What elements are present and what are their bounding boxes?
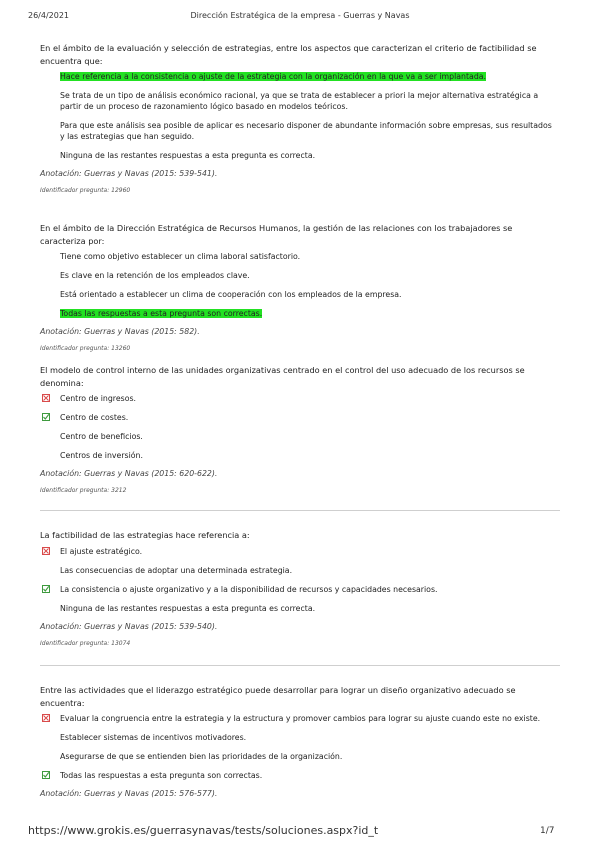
answer-option <box>40 546 555 557</box>
answer-text: Es clave en la retención de los empleados clave. <box>60 271 250 280</box>
check-box-icon <box>42 771 50 779</box>
answer-option <box>40 270 555 281</box>
question-block <box>40 364 555 494</box>
answer-text: Está orientado a establecer un clima de cooperación con los empleados de la empresa. <box>60 290 402 299</box>
separator <box>40 665 560 666</box>
answer-text: Todas las respuestas a esta pregunta son correctas. <box>60 771 263 780</box>
answer-text: Asegurarse de que se entienden bien las prioridades de la organización. <box>60 752 343 761</box>
answer-option <box>40 584 555 595</box>
page-footer <box>0 824 600 848</box>
page-header <box>0 11 600 25</box>
question-block <box>40 529 555 647</box>
answer-text: Para que este análisis sea posible de aplicar es necesario disponer de abundante información sobre empresas, sus resultados y las estrategias que han seguido. <box>60 121 552 141</box>
annotation: Anotación: Guerras y Navas (2015: 576-577). <box>40 789 218 798</box>
answer-option <box>40 71 555 82</box>
question-text: Entre las actividades que el liderazgo estratégico puede desarrollar para lograr un diseño organizativo adecuado se encuentra: <box>40 685 516 708</box>
print-date: 26/4/2021 <box>28 11 70 20</box>
question-id: Identificador pregunta: 12960 <box>40 187 131 194</box>
annotation: Anotación: Guerras y Navas (2015: 539-540). <box>40 621 218 631</box>
answer-text-highlighted: Hace referencia a la consistencia o ajuste de la estrategia con la organización en la que va a ser implantada. <box>60 72 487 81</box>
answer-option <box>40 751 555 762</box>
answer-text: Centros de inversión. <box>60 451 143 460</box>
cross-box-icon <box>42 547 50 555</box>
answer-option <box>40 732 555 743</box>
question-text: El modelo de control interno de las unidades organizativas centrado en el control del uso adecuado de los recursos se denomina: <box>40 365 525 388</box>
answer-text-highlighted: Todas las respuestas a esta pregunta son correctas. <box>60 309 263 318</box>
question-id: Identificador pregunta: 13074 <box>40 639 131 647</box>
answer-option <box>40 90 555 112</box>
answer-text: Las consecuencias de adoptar una determinada estrategia. <box>60 565 293 575</box>
answer-text: El ajuste estratégico. <box>60 546 143 556</box>
answer-option <box>40 120 555 142</box>
annotation: Anotación: Guerras y Navas (2015: 539-541). <box>40 169 218 178</box>
question-block <box>40 42 555 194</box>
annotation: Anotación: Guerras y Navas (2015: 620-622). <box>40 469 218 478</box>
source-url[interactable]: https://www.grokis.es/guerrasynavas/tests/soluciones.aspx?id_t <box>28 824 379 837</box>
answer-option <box>40 713 555 724</box>
answer-option <box>40 308 555 319</box>
answer-option <box>40 770 555 781</box>
answer-option <box>40 251 555 262</box>
cross-box-icon <box>42 714 50 722</box>
answer-option <box>40 150 555 161</box>
question-id: Identificador pregunta: 13260 <box>40 345 131 352</box>
annotation: Anotación: Guerras y Navas (2015: 582). <box>40 327 200 336</box>
check-box-icon <box>42 585 50 593</box>
answer-text: La consistencia o ajuste organizativo y a la disponibilidad de recursos y capacidades necesarios. <box>60 584 438 594</box>
question-text: En el ámbito de la Dirección Estratégica de Recursos Humanos, la gestión de las relaciones con los trabajadores se caracteriza por: <box>40 223 513 246</box>
answer-text: Centro de costes. <box>60 413 129 422</box>
answer-text: Ninguna de las restantes respuestas a esta pregunta es correcta. <box>60 603 316 613</box>
question-id: Identificador pregunta: 3212 <box>40 487 127 494</box>
answer-text: Establecer sistemas de incentivos motivadores. <box>60 733 247 742</box>
question-block <box>40 684 555 807</box>
page-title: Dirección Estratégica de la empresa - Guerras y Navas <box>190 11 410 20</box>
answer-text: Ninguna de las restantes respuestas a esta pregunta es correcta. <box>60 151 316 160</box>
answer-option <box>40 393 555 404</box>
separator <box>40 510 560 511</box>
check-box-icon <box>42 413 50 421</box>
answer-text: Centro de ingresos. <box>60 394 137 403</box>
answer-text: Tiene como objetivo establecer un clima laboral satisfactorio. <box>60 252 301 261</box>
answer-option <box>40 565 555 576</box>
question-text: En el ámbito de la evaluación y selección de estrategias, entre los aspectos que caracterizan el criterio de factibilidad se encuentra que: <box>40 43 537 66</box>
answer-text: Se trata de un tipo de análisis económico racional, ya que se trata de establecer a priori la mejor alternativa estratégica a partir de un proceso de razonamiento lógico basado en modelos teóricos. <box>60 91 539 111</box>
answer-text: Evaluar la congruencia entre la estrategia y la estructura y promover cambios para lograr su ajuste cuando este no existe. <box>60 714 541 723</box>
cross-box-icon <box>42 394 50 402</box>
answer-option <box>40 431 555 442</box>
question-block <box>40 222 555 352</box>
question-text: La factibilidad de las estrategias hace referencia a: <box>40 530 250 540</box>
answer-option <box>40 289 555 300</box>
answer-option <box>40 450 555 461</box>
answer-option <box>40 603 555 614</box>
page-number: 1/7 <box>540 826 555 836</box>
answer-text: Centro de beneficios. <box>60 432 143 441</box>
answer-option <box>40 412 555 423</box>
